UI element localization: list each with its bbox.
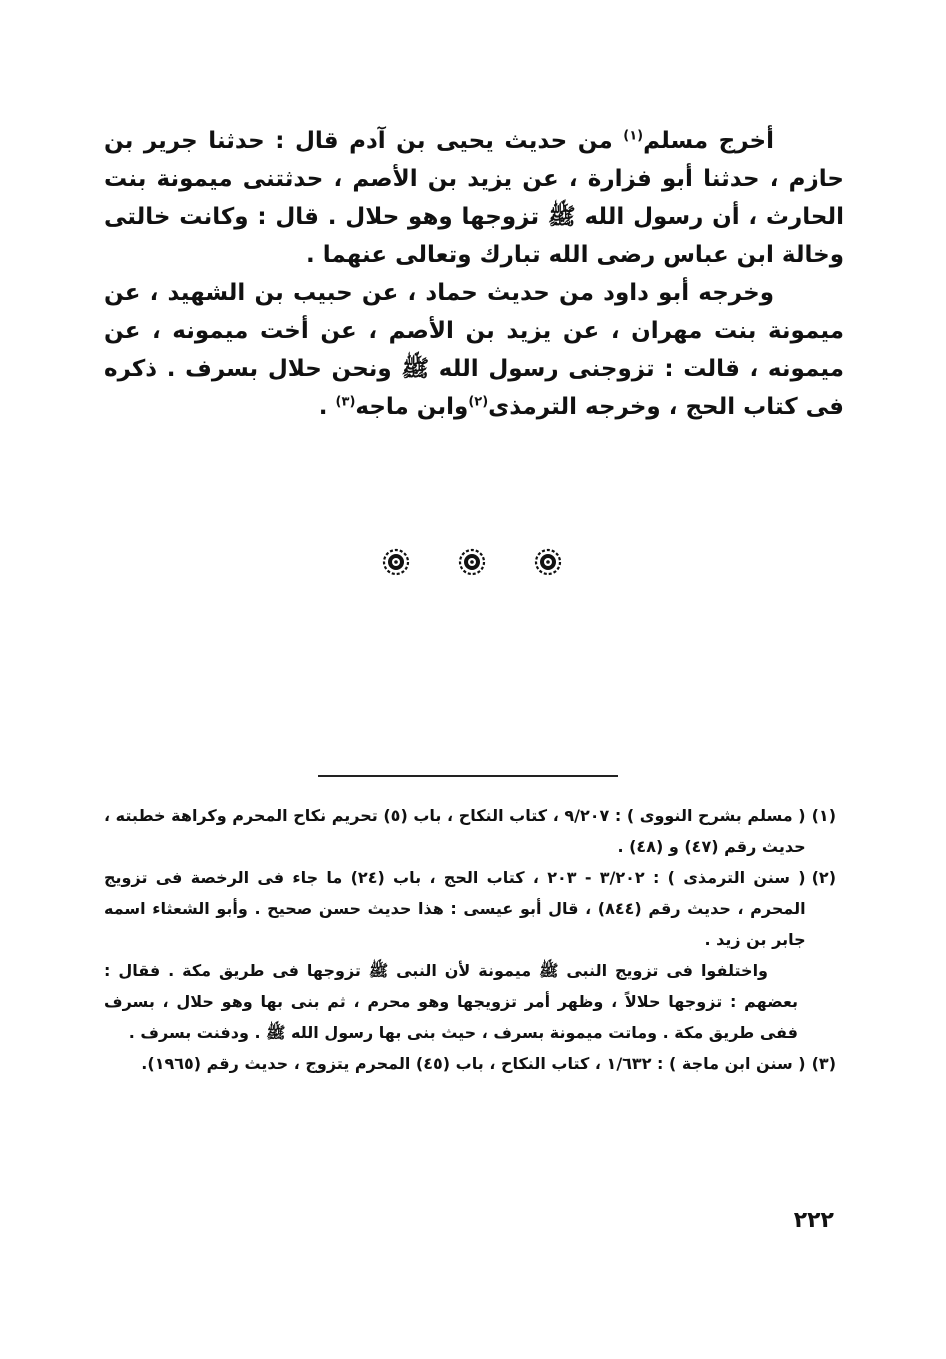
footnote-number: (١) bbox=[811, 806, 836, 825]
footnote-number: (٢) bbox=[811, 868, 836, 887]
footnote-3 bbox=[104, 1048, 836, 1079]
p1-text-a: أخرج مسلم bbox=[643, 128, 775, 154]
rosette-ornament-icon bbox=[458, 548, 486, 576]
rosette-ornament-icon bbox=[382, 548, 410, 576]
footnote-2-continuation: واختلفوا فى تزويج النبى ﷺ ميمونة لأن النبى ﷺ تزوجها فى طريق مكة . فقال : بعضهم : تزوجها حلالاً ، وظهر أمر تزويجها وهو محرم ، ثم بنى بها وهو حلال ، بسرف ففى طريق مكة . وماتت ميمونة بسرف ، حيث بنى بها رسول الله ﷺ . ودفنت بسرف . bbox=[104, 961, 798, 1042]
p1-text-b: من حديث يحيى بن آدم قال : حدثنا جرير بن حازم ، حدثنا أبو فزارة ، عن يزيد بن الأصم ، حدثتنى ميمونة بنت الحارث ، أن رسول الله ﷺ تزوجها وهو حلال . قال : وكانت خالتى وخالة ابن عباس رضى الله تبارك وتعالى عنهما . bbox=[104, 128, 844, 268]
footnote-separator bbox=[318, 775, 618, 777]
p2-text-b: وابن ماجه bbox=[355, 394, 469, 420]
footnote-ref-2[interactable]: (٢) bbox=[468, 394, 489, 410]
paragraph-1 bbox=[104, 122, 844, 274]
footnote-text: ( مسلم بشرح النووى ) : ٩/٢٠٧ ، كتاب النكاح ، باب (٥) تحريم نكاح المحرم وكراهة خطبته ، حديث رقم (٤٧) و (٤٨) . bbox=[104, 806, 806, 856]
paragraph-2 bbox=[104, 274, 844, 426]
rosette-ornament-icon bbox=[534, 548, 562, 576]
footnote-1 bbox=[104, 800, 836, 862]
footnote-2 bbox=[104, 862, 836, 955]
page-number: ٢٢٢ bbox=[793, 1208, 834, 1233]
footnote-ref-1[interactable]: (١) bbox=[623, 128, 644, 144]
footnote-text: ( سنن ابن ماجة ) : ١/٦٣٢ ، كتاب النكاح ، باب (٤٥) المحرم يتزوج ، حديث رقم (١٩٦٥). bbox=[141, 1054, 806, 1073]
section-divider-ornaments bbox=[382, 546, 562, 578]
p2-text-c: . bbox=[318, 394, 336, 420]
main-text bbox=[104, 122, 844, 426]
footnote-text: ( سنن الترمذى ) : ٣/٢٠٢ - ٢٠٣ ، كتاب الحج ، باب (٢٤) ما جاء فى الرخصة فى تزويج المحرم ، حديث رقم (٨٤٤) ، قال أبو عيسى : هذا حديث حسن صحيح . وأبو الشعثاء اسمه جابر بن زيد . bbox=[104, 868, 806, 949]
p2-text-a: وخرجه أبو داود من حديث حماد ، عن حبيب بن الشهيد ، عن ميمونة بنت مهران ، عن يزيد بن الأصم ، عن أخت ميمونه ، عن ميمونه ، قالت : تزوجنى رسول الله ﷺ ونحن حلال بسرف . ذكره فى كتاب الحج ، وخرجه الترمذى bbox=[104, 280, 844, 420]
footnote-ref-3[interactable]: (٣) bbox=[335, 394, 356, 410]
footnote-number: (٣) bbox=[811, 1054, 836, 1073]
footnotes bbox=[104, 800, 836, 1079]
